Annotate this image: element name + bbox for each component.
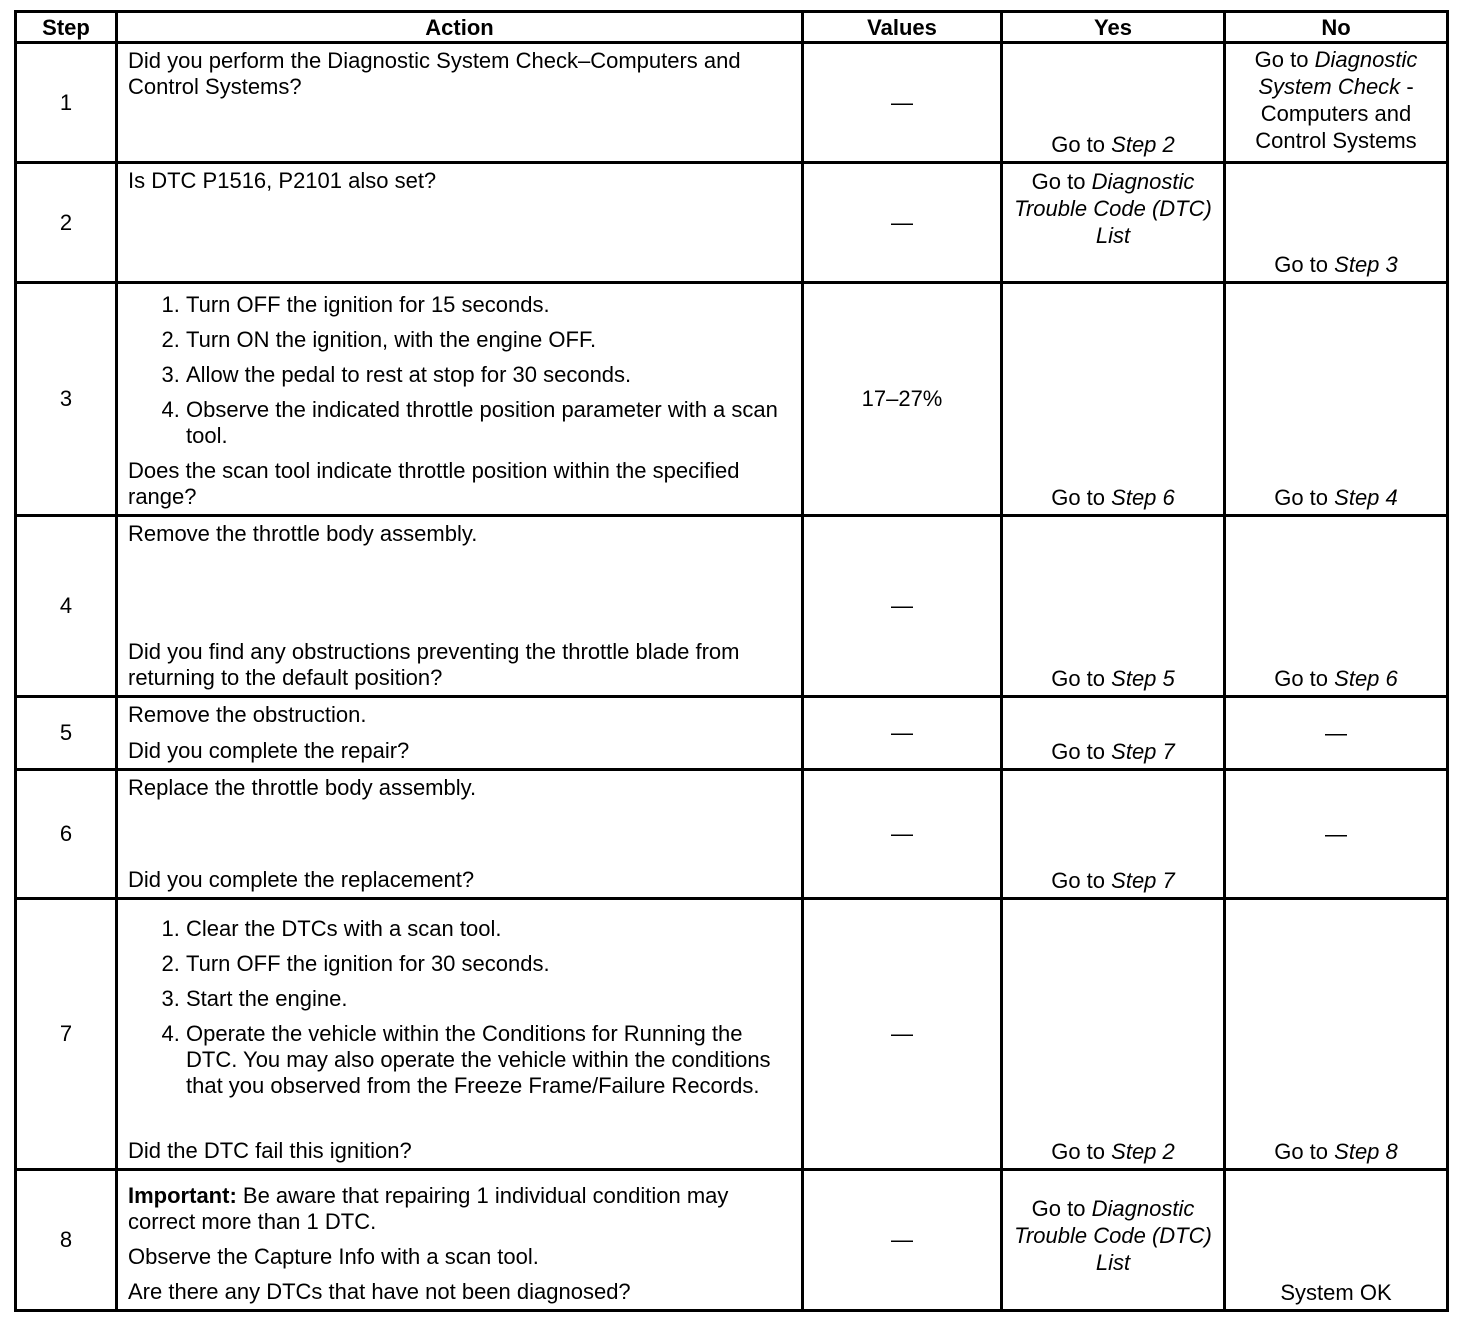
action-question: Did the DTC fail this ignition? [128, 1138, 412, 1163]
action-instruction: Remove the obstruction. [128, 702, 367, 727]
action-question: Did you perform the Diagnostic System Check–Computers and Control Systems? [128, 48, 741, 99]
diagnostic-table [14, 10, 1449, 1312]
value-cell: — [803, 770, 1002, 899]
no-cell [1225, 283, 1448, 516]
yes-cell [1002, 697, 1225, 770]
header-yes: Yes [1002, 12, 1225, 43]
no-cell [1225, 899, 1448, 1170]
no-cell [1225, 516, 1448, 697]
no-link[interactable] [1226, 251, 1446, 278]
table-row-step-2 [16, 163, 1448, 283]
table-row-step-5 [16, 697, 1448, 770]
yes-link[interactable] [1003, 164, 1223, 249]
yes-cell [1002, 899, 1225, 1170]
go-to-label: Go to [1051, 1139, 1106, 1164]
important-note [128, 1183, 793, 1235]
action-question: Does the scan tool indicate throttle position within the specified range? [128, 458, 740, 509]
no-cell [1225, 697, 1448, 770]
action-step-item: 4. Operate the vehicle within the Conditions for Running the DTC. You may also operate the vehicle within the conditions that you observed from the Freeze Frame/Failure Records. [186, 1021, 793, 1099]
action-question: Did you complete the replacement? [128, 867, 475, 892]
go-to-label: Go to [1031, 1196, 1086, 1221]
header-no: No [1225, 12, 1448, 43]
action-cell [117, 899, 803, 1170]
no-target: Step 6 [1334, 666, 1398, 691]
yes-target: Step 6 [1111, 485, 1175, 510]
step-number: 6 [16, 770, 117, 899]
yes-cell [1002, 1170, 1225, 1311]
step-number: 8 [16, 1170, 117, 1311]
go-to-label: Go to [1051, 132, 1106, 157]
action-cell [117, 516, 803, 697]
go-to-label: Go to [1051, 485, 1106, 510]
action-cell [117, 770, 803, 899]
yes-target: Step 5 [1111, 666, 1175, 691]
go-to-label: Go to [1051, 666, 1106, 691]
no-value: — [1325, 720, 1347, 746]
yes-cell [1002, 43, 1225, 163]
step-number: 2 [16, 163, 117, 283]
yes-target: Step 2 [1111, 132, 1175, 157]
no-value: — [1325, 821, 1347, 847]
action-instruction: Remove the throttle body assembly. [128, 521, 478, 546]
yes-target: Step 7 [1111, 739, 1175, 764]
step-number: 1 [16, 43, 117, 163]
action-cell [117, 697, 803, 770]
table-row-step-7 [16, 899, 1448, 1170]
yes-link[interactable] [1003, 131, 1223, 158]
action-steps [128, 916, 793, 1099]
no-cell [1225, 163, 1448, 283]
value-cell: — [803, 163, 1002, 283]
go-to-label: Go to [1051, 868, 1106, 893]
no-cell [1225, 43, 1448, 163]
table-row-step-3 [16, 283, 1448, 516]
value-cell: 17–27% [803, 283, 1002, 516]
step-number: 7 [16, 899, 117, 1170]
important-text: Be aware that repairing 1 individual condition may correct more than 1 DTC. [128, 1183, 729, 1234]
yes-cell [1002, 283, 1225, 516]
no-value: System OK [1280, 1280, 1392, 1305]
action-cell [117, 163, 803, 283]
yes-link[interactable] [1003, 738, 1223, 765]
no-link[interactable] [1226, 1138, 1446, 1165]
yes-target: Step 2 [1111, 1139, 1175, 1164]
action-question: Did you complete the repair? [128, 738, 410, 763]
go-to-label: Go to [1274, 666, 1329, 691]
go-to-label: Go to [1254, 47, 1309, 72]
no-target: Step 3 [1334, 252, 1398, 277]
no-target: Diagnostic System Check [1258, 47, 1418, 99]
step-number: 5 [16, 697, 117, 770]
yes-link[interactable] [1003, 867, 1223, 894]
go-to-label: Go to [1274, 252, 1329, 277]
yes-cell [1002, 163, 1225, 283]
action-instruction: Observe the Capture Info with a scan tool. [128, 1244, 539, 1269]
action-step-item: 2. Turn OFF the ignition for 30 seconds. [186, 951, 793, 977]
go-to-label: Go to [1274, 1139, 1329, 1164]
yes-target: Diagnostic Trouble Code (DTC) List [1014, 1196, 1212, 1275]
action-question: Is DTC P1516, P2101 also set? [128, 168, 437, 193]
table-row-step-1 [16, 43, 1448, 163]
value-cell: — [803, 899, 1002, 1170]
header-step: Step [16, 12, 117, 43]
value-cell: — [803, 43, 1002, 163]
action-step-item: 1. Clear the DTCs with a scan tool. [186, 916, 793, 942]
go-to-label: Go to [1051, 739, 1106, 764]
header-row [16, 12, 1448, 43]
value-cell: — [803, 697, 1002, 770]
no-link[interactable] [1226, 665, 1446, 692]
action-cell [117, 1170, 803, 1311]
action-question: Did you find any obstructions preventing the throttle blade from returning to the default position? [128, 639, 740, 690]
action-cell [117, 43, 803, 163]
table-row-step-8 [16, 1170, 1448, 1311]
step-number: 4 [16, 516, 117, 697]
yes-cell [1002, 516, 1225, 697]
no-target: Step 4 [1334, 485, 1398, 510]
step-number: 3 [16, 283, 117, 516]
no-link[interactable] [1226, 44, 1446, 154]
yes-target: Diagnostic Trouble Code (DTC) List [1014, 169, 1212, 248]
action-step-item: 2. Turn ON the ignition, with the engine OFF. [186, 327, 793, 353]
action-step-item: 4. Observe the indicated throttle position parameter with a scan tool. [186, 397, 793, 449]
action-step-item: 1. Turn OFF the ignition for 15 seconds. [186, 292, 793, 318]
action-step-item: 3. Start the engine. [186, 986, 793, 1012]
no-link[interactable] [1226, 484, 1446, 511]
action-instruction: Replace the throttle body assembly. [128, 775, 477, 800]
action-step-item: 3. Allow the pedal to rest at stop for 30 seconds. [186, 362, 793, 388]
action-steps [128, 292, 793, 449]
no-target-tail: - Computers and Control Systems [1255, 74, 1417, 153]
table-row-step-4 [16, 516, 1448, 697]
go-to-label: Go to [1031, 169, 1086, 194]
yes-link[interactable] [1003, 665, 1223, 692]
yes-cell [1002, 770, 1225, 899]
go-to-label: Go to [1274, 485, 1329, 510]
yes-link[interactable] [1003, 1138, 1223, 1165]
yes-link[interactable] [1003, 484, 1223, 511]
value-cell: — [803, 1170, 1002, 1311]
no-cell [1225, 770, 1448, 899]
table-row-step-6 [16, 770, 1448, 899]
action-question: Are there any DTCs that have not been diagnosed? [128, 1279, 631, 1304]
action-cell [117, 283, 803, 516]
no-target: Step 8 [1334, 1139, 1398, 1164]
value-cell: — [803, 516, 1002, 697]
header-values: Values [803, 12, 1002, 43]
yes-target: Step 7 [1111, 868, 1175, 893]
important-label: Important: [128, 1183, 237, 1208]
yes-link[interactable] [1003, 1171, 1223, 1276]
no-cell [1225, 1170, 1448, 1311]
header-action: Action [117, 12, 803, 43]
